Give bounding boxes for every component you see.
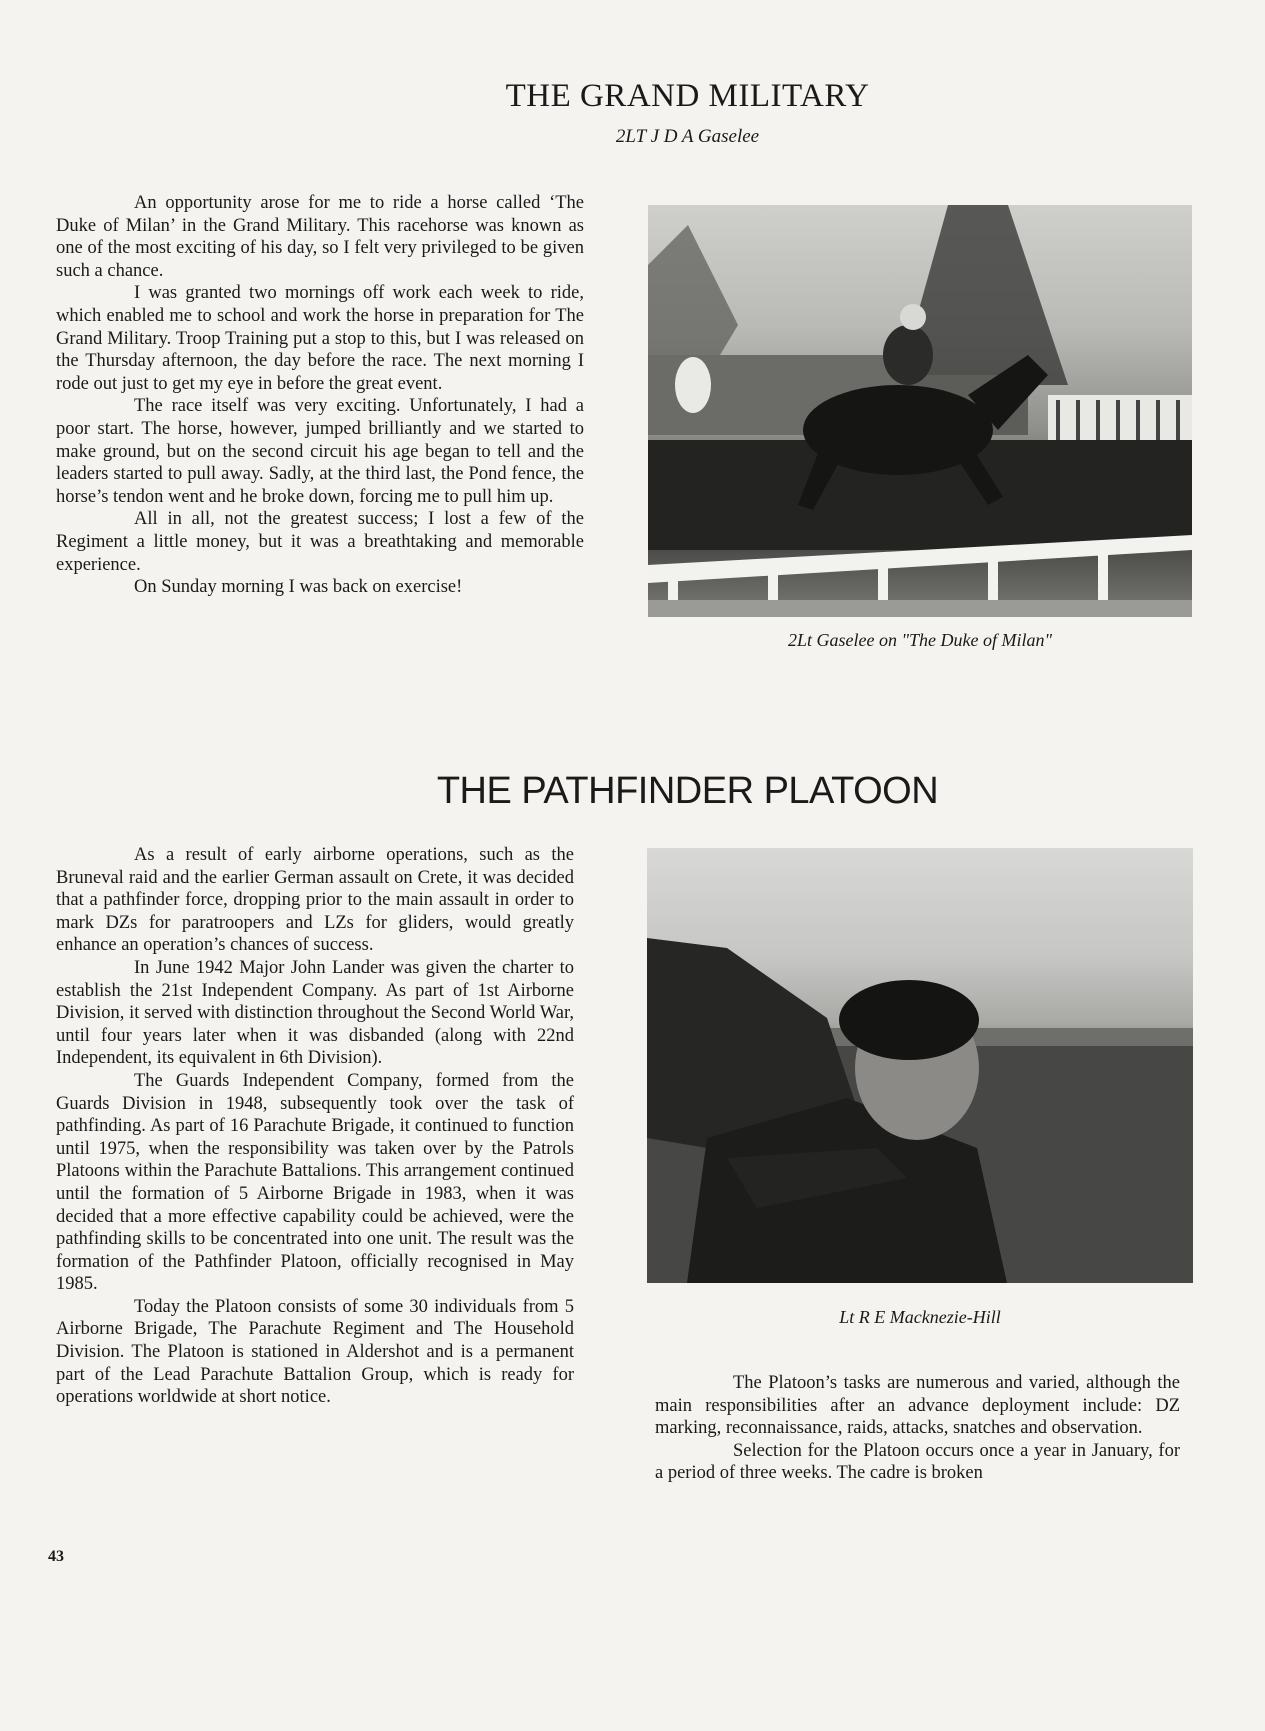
article1-body	[56, 192, 584, 599]
paragraph: In June 1942 Major John Lander was given the charter to establish the 21st Independent Company. As part of 1st Airborne Division, it served with distinction throughout the Second World War, until four years later when it was disbanded (along with 22nd Independent, its equivalent in 6th Division).	[56, 957, 574, 1069]
paragraph: Today the Platoon consists of some 30 individuals from 5 Airborne Brigade, The Parachute Regiment and The Household Division. The Platoon is stationed in Aldershot and is a permanent part of the Lead Parachute Battalion Group, which is ready for operations worldwide at short notice.	[56, 1296, 574, 1408]
article-title-grand-military: THE GRAND MILITARY	[505, 78, 870, 114]
paragraph: All in all, not the greatest success; I lost a few of the Regiment a little money, but it was a breathtaking and memorable experience.	[56, 509, 584, 575]
page-number: 43	[48, 1548, 64, 1565]
soldier-image	[647, 848, 1193, 1283]
article2-body-left	[56, 844, 574, 1409]
paragraph: On Sunday morning I was back on exercise!	[134, 577, 463, 598]
article-byline: 2LT J D A Gaselee	[615, 126, 760, 147]
article-title-pathfinder-platoon: THE PATHFINDER PLATOON	[436, 770, 939, 812]
paragraph: Selection for the Platoon occurs once a year in January, for a period of three weeks. The cadre is broken	[655, 1440, 1180, 1484]
paragraph: An opportunity arose for me to ride a horse called ‘The Duke of Milan’ in the Grand Military. This racehorse was known as one of the most exciting of his day, so I felt very privileged to be given such a chance.	[56, 193, 584, 281]
paragraph: The Guards Independent Company, formed from the Guards Division in 1948, subsequently took over the task of pathfinding. As part of 16 Parachute Brigade, it continued to function until 1975, when the responsibility was taken over by the Patrols Platoons within the Parachute Battalions. This arrangement continued until the formation of 5 Airborne Brigade in 1983, when it was decided that a more effective capability could be achieved, were the pathfinding skills to be concentrated into one unit. The result was the formation of the Pathfinder Platoon, officially recognised in May 1985.	[56, 1070, 574, 1295]
photo-caption: 2Lt Gaselee on "The Duke of Milan"	[787, 630, 1053, 650]
paragraph: The race itself was very exciting. Unfortunately, I had a poor start. The horse, however, jumped brilliantly and we started to make ground, but on the second circuit his age began to tell and the leaders started to pull away. Sadly, at the third last, the Pond fence, the horse’s tendon went and he broke down, forcing me to pull him up.	[56, 396, 584, 507]
horse-jump-image	[648, 205, 1192, 617]
paragraph: The Platoon’s tasks are numerous and varied, although the main responsibilities after an advance deployment include: DZ marking, reconnaissance, raids, attacks, snatches and observation.	[655, 1373, 1180, 1439]
article2-body-right	[655, 1372, 1180, 1485]
photo-caption: Lt R E Macknezie-Hill	[839, 1307, 1001, 1327]
paragraph: I was granted two mornings off work each week to ride, which enabled me to school and work the horse in preparation for The Grand Military. Troop Training put a stop to this, but I was released on the Thursday afternoon, the day before the race. The next morning I rode out just to get my eye in before the great event.	[56, 283, 584, 394]
paragraph: As a result of early airborne operations, such as the Bruneval raid and the earlier German assault on Crete, it was decided that a pathfinder force, dropping prior to the main assault in order to mark DZs for paratroopers and LZs for gliders, would greatly enhance an operation’s chances of success.	[56, 845, 574, 956]
soldier-portrait-photo	[647, 848, 1193, 1283]
horse-race-photo	[648, 205, 1192, 617]
